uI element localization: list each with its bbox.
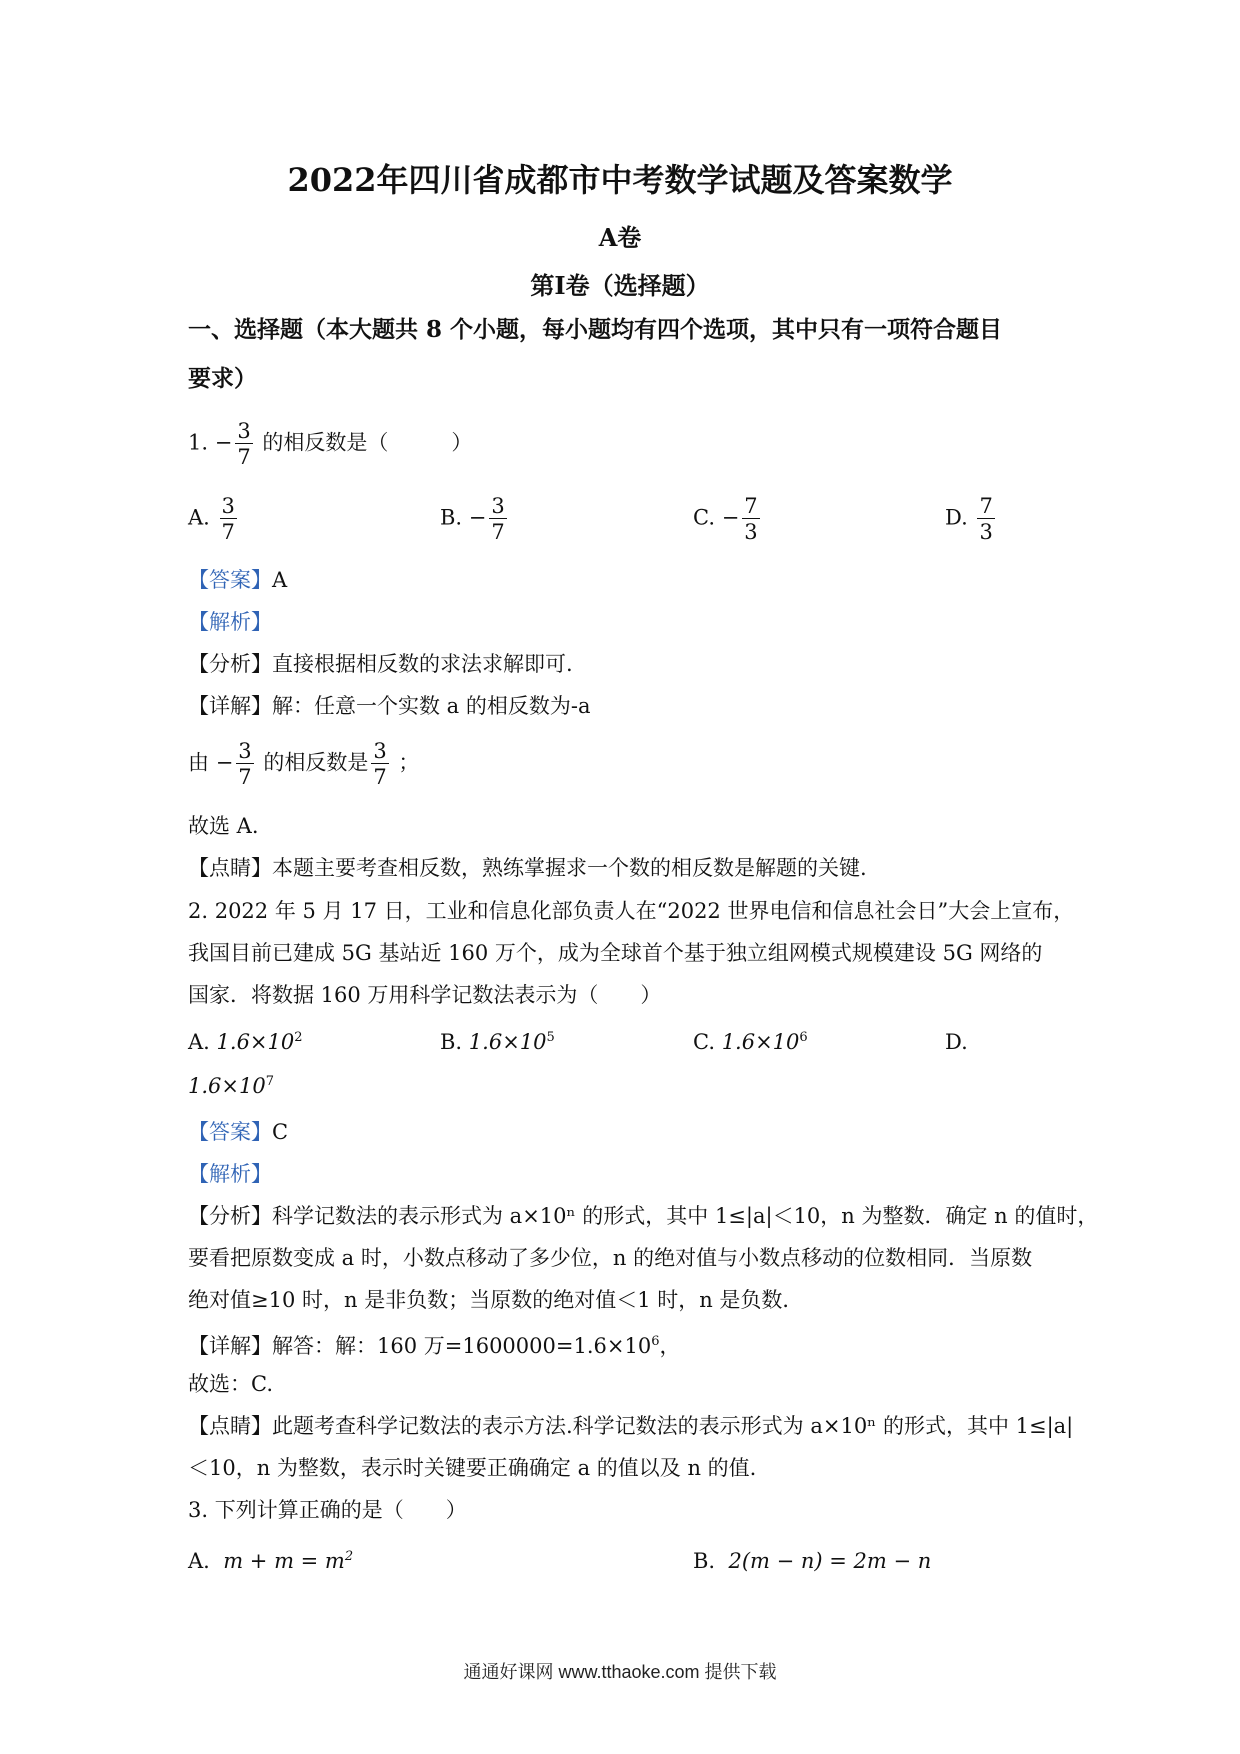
denominator: 7 bbox=[238, 765, 252, 790]
denominator: 7 bbox=[221, 520, 235, 545]
option-label: D. bbox=[945, 505, 968, 530]
analysis-text: 直接根据相反数的求法求解即可. bbox=[272, 652, 573, 676]
q1-comment bbox=[188, 853, 867, 883]
option-expression: 2(m − n) = 2m − n bbox=[728, 1549, 932, 1573]
volume-a-heading: A卷 bbox=[598, 223, 642, 252]
option-expression: m + m = m bbox=[223, 1549, 345, 1573]
option-base: 1.6×10 bbox=[216, 1030, 295, 1054]
page-footer: 通通好课网 www.tthaoke.com 提供下载 bbox=[463, 1662, 777, 1682]
numerator: 7 bbox=[979, 494, 993, 518]
fraction bbox=[235, 420, 252, 468]
q1-choice: 故选 A. bbox=[188, 814, 259, 838]
q2-stem-line2: 我国目前已建成 5G 基站近 160 万个，成为全球首个基于独立组网模式规模建设 5G 网络的 bbox=[188, 941, 1043, 965]
comment-label: 【点睛】 bbox=[188, 856, 272, 880]
q2-detail bbox=[188, 1327, 680, 1361]
denominator: 7 bbox=[491, 520, 505, 545]
denominator: 3 bbox=[744, 520, 758, 545]
answer-value: C bbox=[272, 1120, 289, 1144]
q2-analysis-line1 bbox=[188, 1201, 1098, 1231]
numerator: 3 bbox=[491, 494, 505, 518]
fraction bbox=[220, 495, 237, 543]
option-exponent: 5 bbox=[546, 1030, 555, 1045]
q2-option-a bbox=[188, 1030, 303, 1054]
document-title: 2022年四川省成都市中考数学试题及答案数学 bbox=[287, 161, 953, 199]
detail-label: 【详解】 bbox=[188, 694, 272, 718]
q2-analysis-line2: 要看把原数变成 a 时，小数点移动了多少位，n 的绝对值与小数点移动的位数相同．当原数 bbox=[188, 1246, 1033, 1270]
q2-comment-line1 bbox=[188, 1411, 1073, 1441]
option-label: A. bbox=[188, 1549, 210, 1573]
q1-answer bbox=[188, 565, 287, 595]
q2-option-d-label: D. bbox=[945, 1030, 968, 1054]
detail-text: 解答：解：160 万=1600000=1.6×10 bbox=[272, 1334, 652, 1358]
stem-text: 的相反数是（ ） bbox=[262, 430, 473, 455]
question-1-stem bbox=[188, 420, 472, 468]
q3-option-b bbox=[693, 1549, 931, 1573]
option-sign: − bbox=[721, 505, 740, 530]
fraction bbox=[236, 740, 253, 788]
minus-sign: − bbox=[214, 430, 233, 455]
fraction bbox=[371, 740, 388, 788]
q2-option-d-value bbox=[188, 1074, 274, 1098]
q1-option-d bbox=[945, 495, 998, 543]
option-label: B. bbox=[693, 1549, 716, 1573]
q2-answer bbox=[188, 1117, 288, 1147]
fraction bbox=[977, 495, 994, 543]
option-label: C. bbox=[693, 1030, 715, 1054]
q3-option-a bbox=[188, 1549, 353, 1573]
q2-analysis-line3: 绝对值≥10 时，n 是非负数；当原数的绝对值＜1 时，n 是负数． bbox=[188, 1288, 804, 1312]
derivation-middle: 的相反数是 bbox=[263, 750, 369, 775]
option-label: A. bbox=[188, 505, 210, 530]
option-label: B. bbox=[440, 1030, 463, 1054]
option-exponent: 2 bbox=[294, 1030, 303, 1045]
option-label: A. bbox=[188, 1030, 210, 1054]
analysis-text: 科学记数法的表示形式为 a×10ⁿ 的形式，其中 1≤|a|＜10，n 为整数．确定 n 的值时， bbox=[272, 1204, 1099, 1228]
semicolon: ； bbox=[398, 750, 420, 775]
option-exponent: 7 bbox=[265, 1074, 274, 1089]
option-base: 1.6×10 bbox=[721, 1030, 800, 1054]
comment-text: 此题考查科学记数法的表示方法.科学记数法的表示形式为 a×10ⁿ 的形式，其中 1≤|a| bbox=[272, 1414, 1074, 1438]
answer-value: A bbox=[272, 568, 288, 592]
minus-sign: − bbox=[215, 750, 234, 775]
numerator: 3 bbox=[237, 419, 251, 443]
detail-label: 【详解】 bbox=[188, 1334, 272, 1358]
q3-stem: 3. 下列计算正确的是（ ） bbox=[188, 1498, 467, 1522]
q2-jiexi-label: 【解析】 bbox=[188, 1162, 272, 1186]
q2-option-c bbox=[693, 1030, 808, 1054]
fraction bbox=[742, 495, 759, 543]
question-number: 1. bbox=[188, 430, 209, 455]
q2-stem-line1: 2. 2022 年 5 月 17 日，工业和信息化部负责人在“2022 世界电信和信息社会日”大会上宣布， bbox=[188, 899, 1075, 923]
q1-option-a bbox=[188, 495, 240, 543]
denominator: 7 bbox=[373, 765, 387, 790]
section-heading-line1: 一、选择题（本大题共 8 个小题，每小题均有四个选项，其中只有一项符合题目 bbox=[188, 316, 1003, 343]
detail-text: 解：任意一个实数 a 的相反数为-a bbox=[272, 694, 591, 718]
q1-analysis bbox=[188, 649, 573, 679]
comment-text: 本题主要考查相反数，熟练掌握求一个数的相反数是解题的关键. bbox=[272, 856, 867, 880]
analysis-label: 【分析】 bbox=[188, 652, 272, 676]
detail-exponent: 6 bbox=[651, 1334, 660, 1349]
numerator: 3 bbox=[238, 739, 252, 763]
q1-option-b bbox=[440, 495, 510, 543]
option-label: B. bbox=[440, 505, 463, 530]
q2-comment-line2: ＜10，n 为整数，表示时关键要正确确定 a 的值以及 n 的值. bbox=[188, 1456, 757, 1480]
numerator: 3 bbox=[373, 739, 387, 763]
q1-option-c bbox=[693, 495, 763, 543]
numerator: 3 bbox=[221, 494, 235, 518]
comment-label: 【点睛】 bbox=[188, 1414, 272, 1438]
derivation-prefix: 由 bbox=[188, 750, 209, 775]
option-base: 1.6×10 bbox=[188, 1074, 266, 1098]
numerator: 7 bbox=[744, 494, 758, 518]
answer-label: 【答案】 bbox=[188, 568, 272, 592]
option-label: C. bbox=[693, 505, 715, 530]
option-sign: − bbox=[468, 505, 487, 530]
q1-detail bbox=[188, 691, 591, 721]
q1-jiexi-label: 【解析】 bbox=[188, 610, 272, 634]
detail-tail: ， bbox=[659, 1334, 681, 1358]
section-heading-line2: 要求） bbox=[188, 365, 257, 392]
denominator: 3 bbox=[979, 520, 993, 545]
fraction bbox=[489, 495, 506, 543]
q1-derivation bbox=[188, 740, 419, 788]
part-one-heading: 第Ⅰ卷（选择题） bbox=[530, 271, 710, 300]
option-exponent: 2 bbox=[344, 1549, 354, 1564]
answer-label: 【答案】 bbox=[188, 1120, 272, 1144]
analysis-label: 【分析】 bbox=[188, 1204, 272, 1228]
q2-option-b bbox=[440, 1030, 555, 1054]
option-exponent: 6 bbox=[799, 1030, 808, 1045]
option-base: 1.6×10 bbox=[468, 1030, 547, 1054]
denominator: 7 bbox=[237, 445, 251, 470]
q2-choice: 故选：C. bbox=[188, 1372, 273, 1396]
q2-stem-line3: 国家．将数据 160 万用科学记数法表示为（ ） bbox=[188, 983, 662, 1007]
